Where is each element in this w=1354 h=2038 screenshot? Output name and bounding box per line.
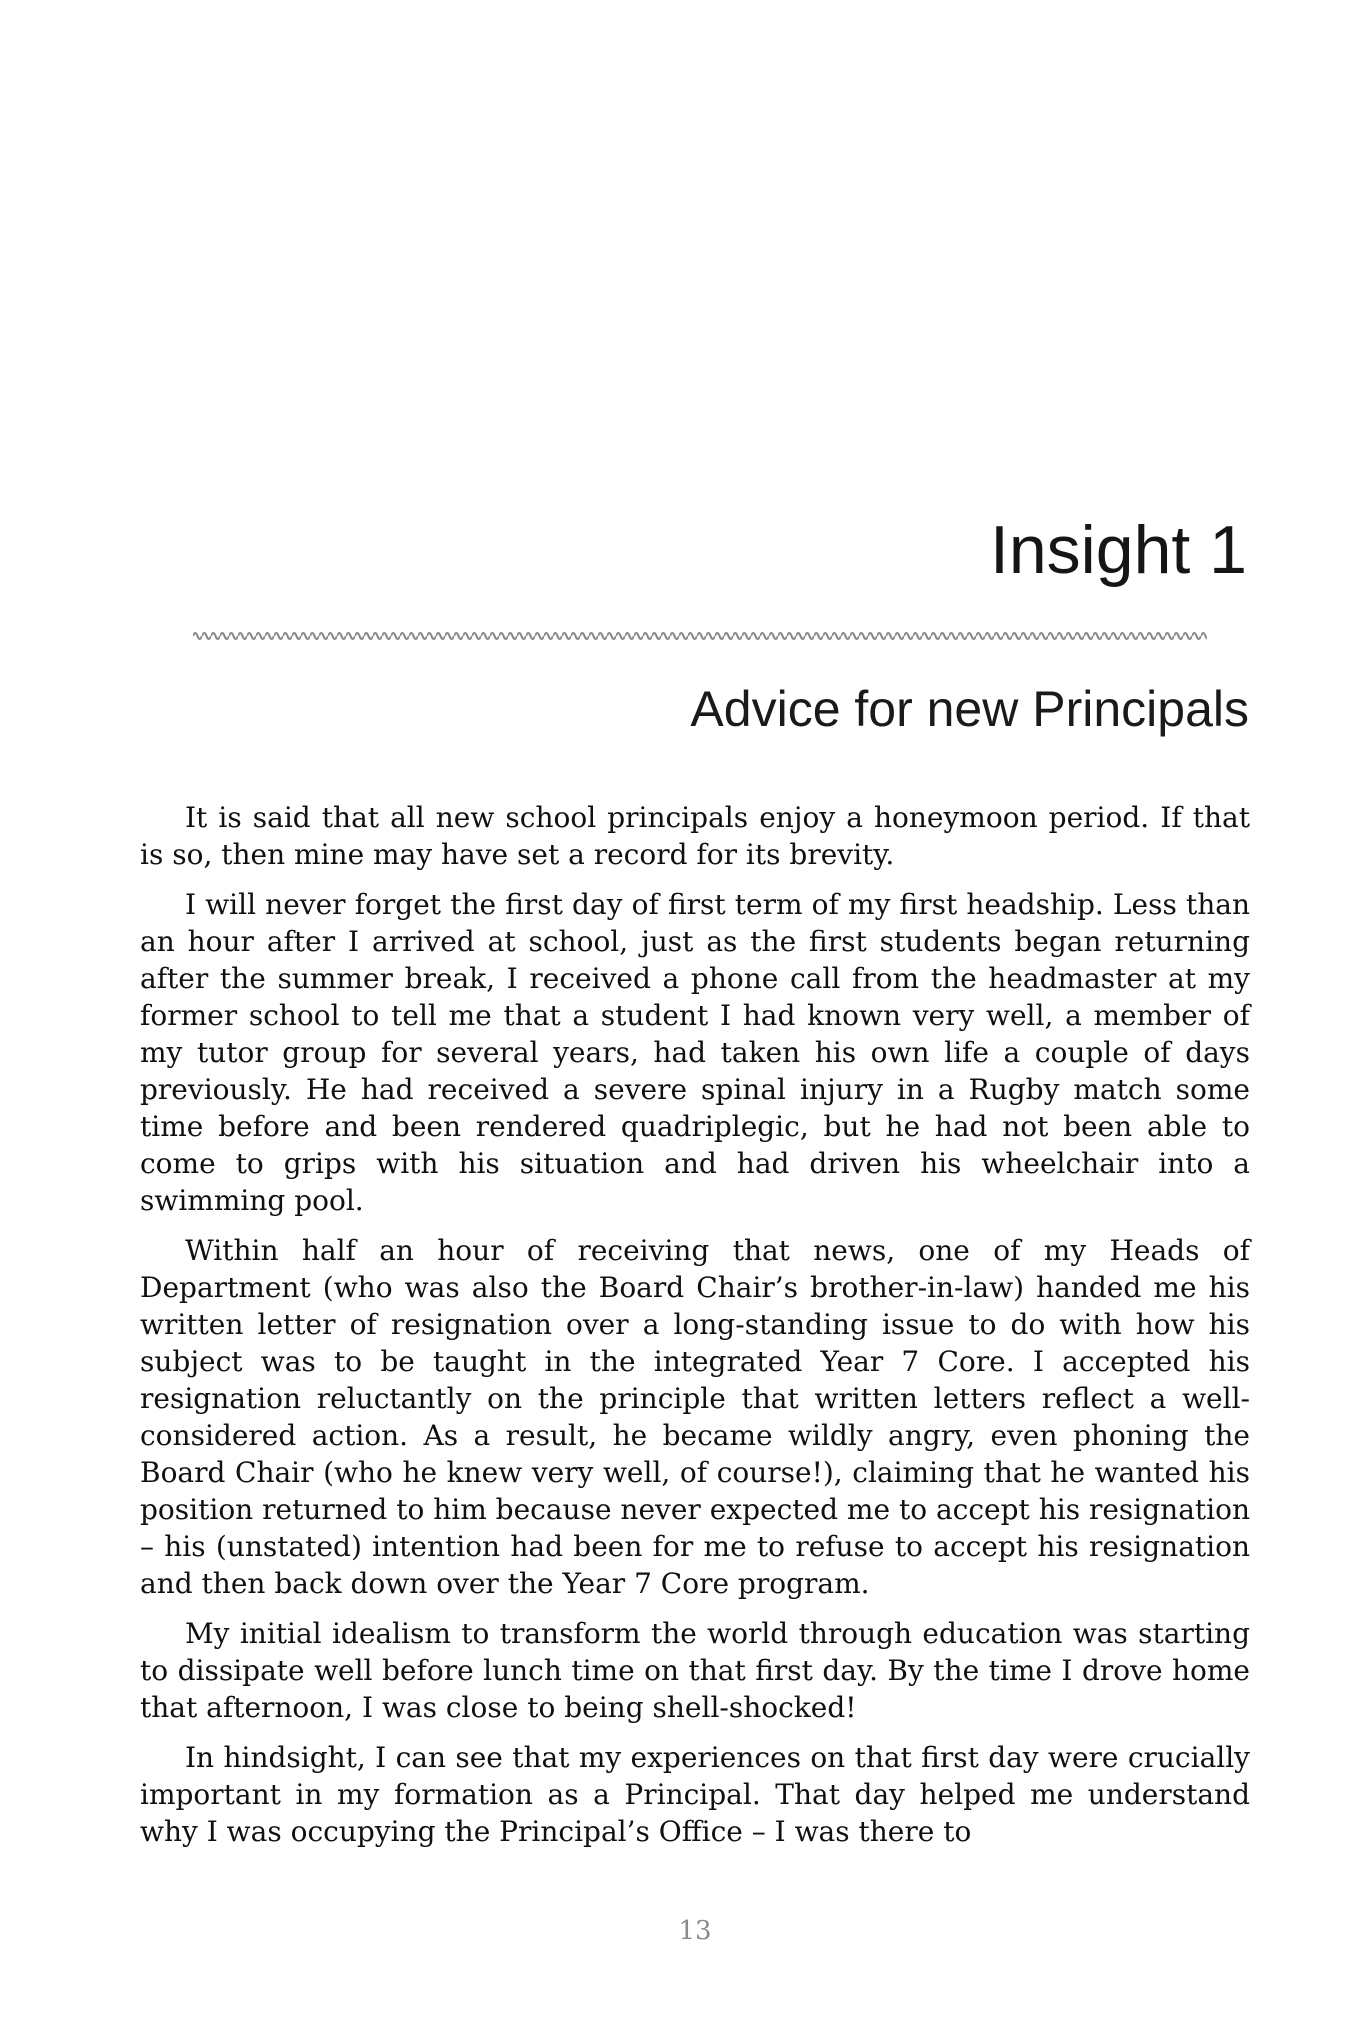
squiggle-divider-icon	[193, 627, 1207, 645]
page-number: 13	[678, 1916, 712, 1946]
body-text	[140, 799, 1250, 1863]
chapter-title: Insight 1	[989, 512, 1247, 588]
chapter-subtitle: Advice for new Principals	[690, 681, 1249, 737]
paragraph-4: My initial idealism to transform the world through education was starting to dissipate well before lunch time on that first day. By the time I drove home that afternoon, I was close to being shell-shocked!	[140, 1617, 1250, 1724]
paragraph-3: Within half an hour of receiving that news, one of my Heads of Department (who was also the Board Chair’s brother-in-law) handed me his written letter of resignation over a long-standing issue to do with how his subject was to be taught in the integrated Year 7 Core. I accepted his resignation reluctantly on the principle that written letters reflect a well-considered action. As a result, he became wildly angry, even phoning the Board Chair (who he knew very well, of course!), claiming that he wanted his position returned to him because never expected me to accept his resignation – his (unstated) intention had been for me to refuse to accept his resignation and then back down over the Year 7 Core program.	[140, 1234, 1250, 1600]
paragraph-2: I will never forget the first day of first term of my first headship. Less than an hour after I arrived at school, just as the first students began returning after the summer break, I received a phone call from the headmaster at my former school to tell me that a student I had known very well, a member of my tutor group for several years, had taken his own life a couple of days previously. He had received a severe spinal injury in a Rugby match some time before and been rendered quadriplegic, but he had not been able to come to grips with his situation and had driven his wheelchair into a swimming pool.	[140, 888, 1250, 1217]
paragraph-1: It is said that all new school principals enjoy a honeymoon period. If that is so, then mine may have set a record for its brevity.	[140, 801, 1250, 871]
paragraph-5: In hindsight, I can see that my experiences on that first day were crucially important in my formation as a Principal. That day helped me understand why I was occupying the Principal’s Office – I was there to	[140, 1741, 1250, 1848]
